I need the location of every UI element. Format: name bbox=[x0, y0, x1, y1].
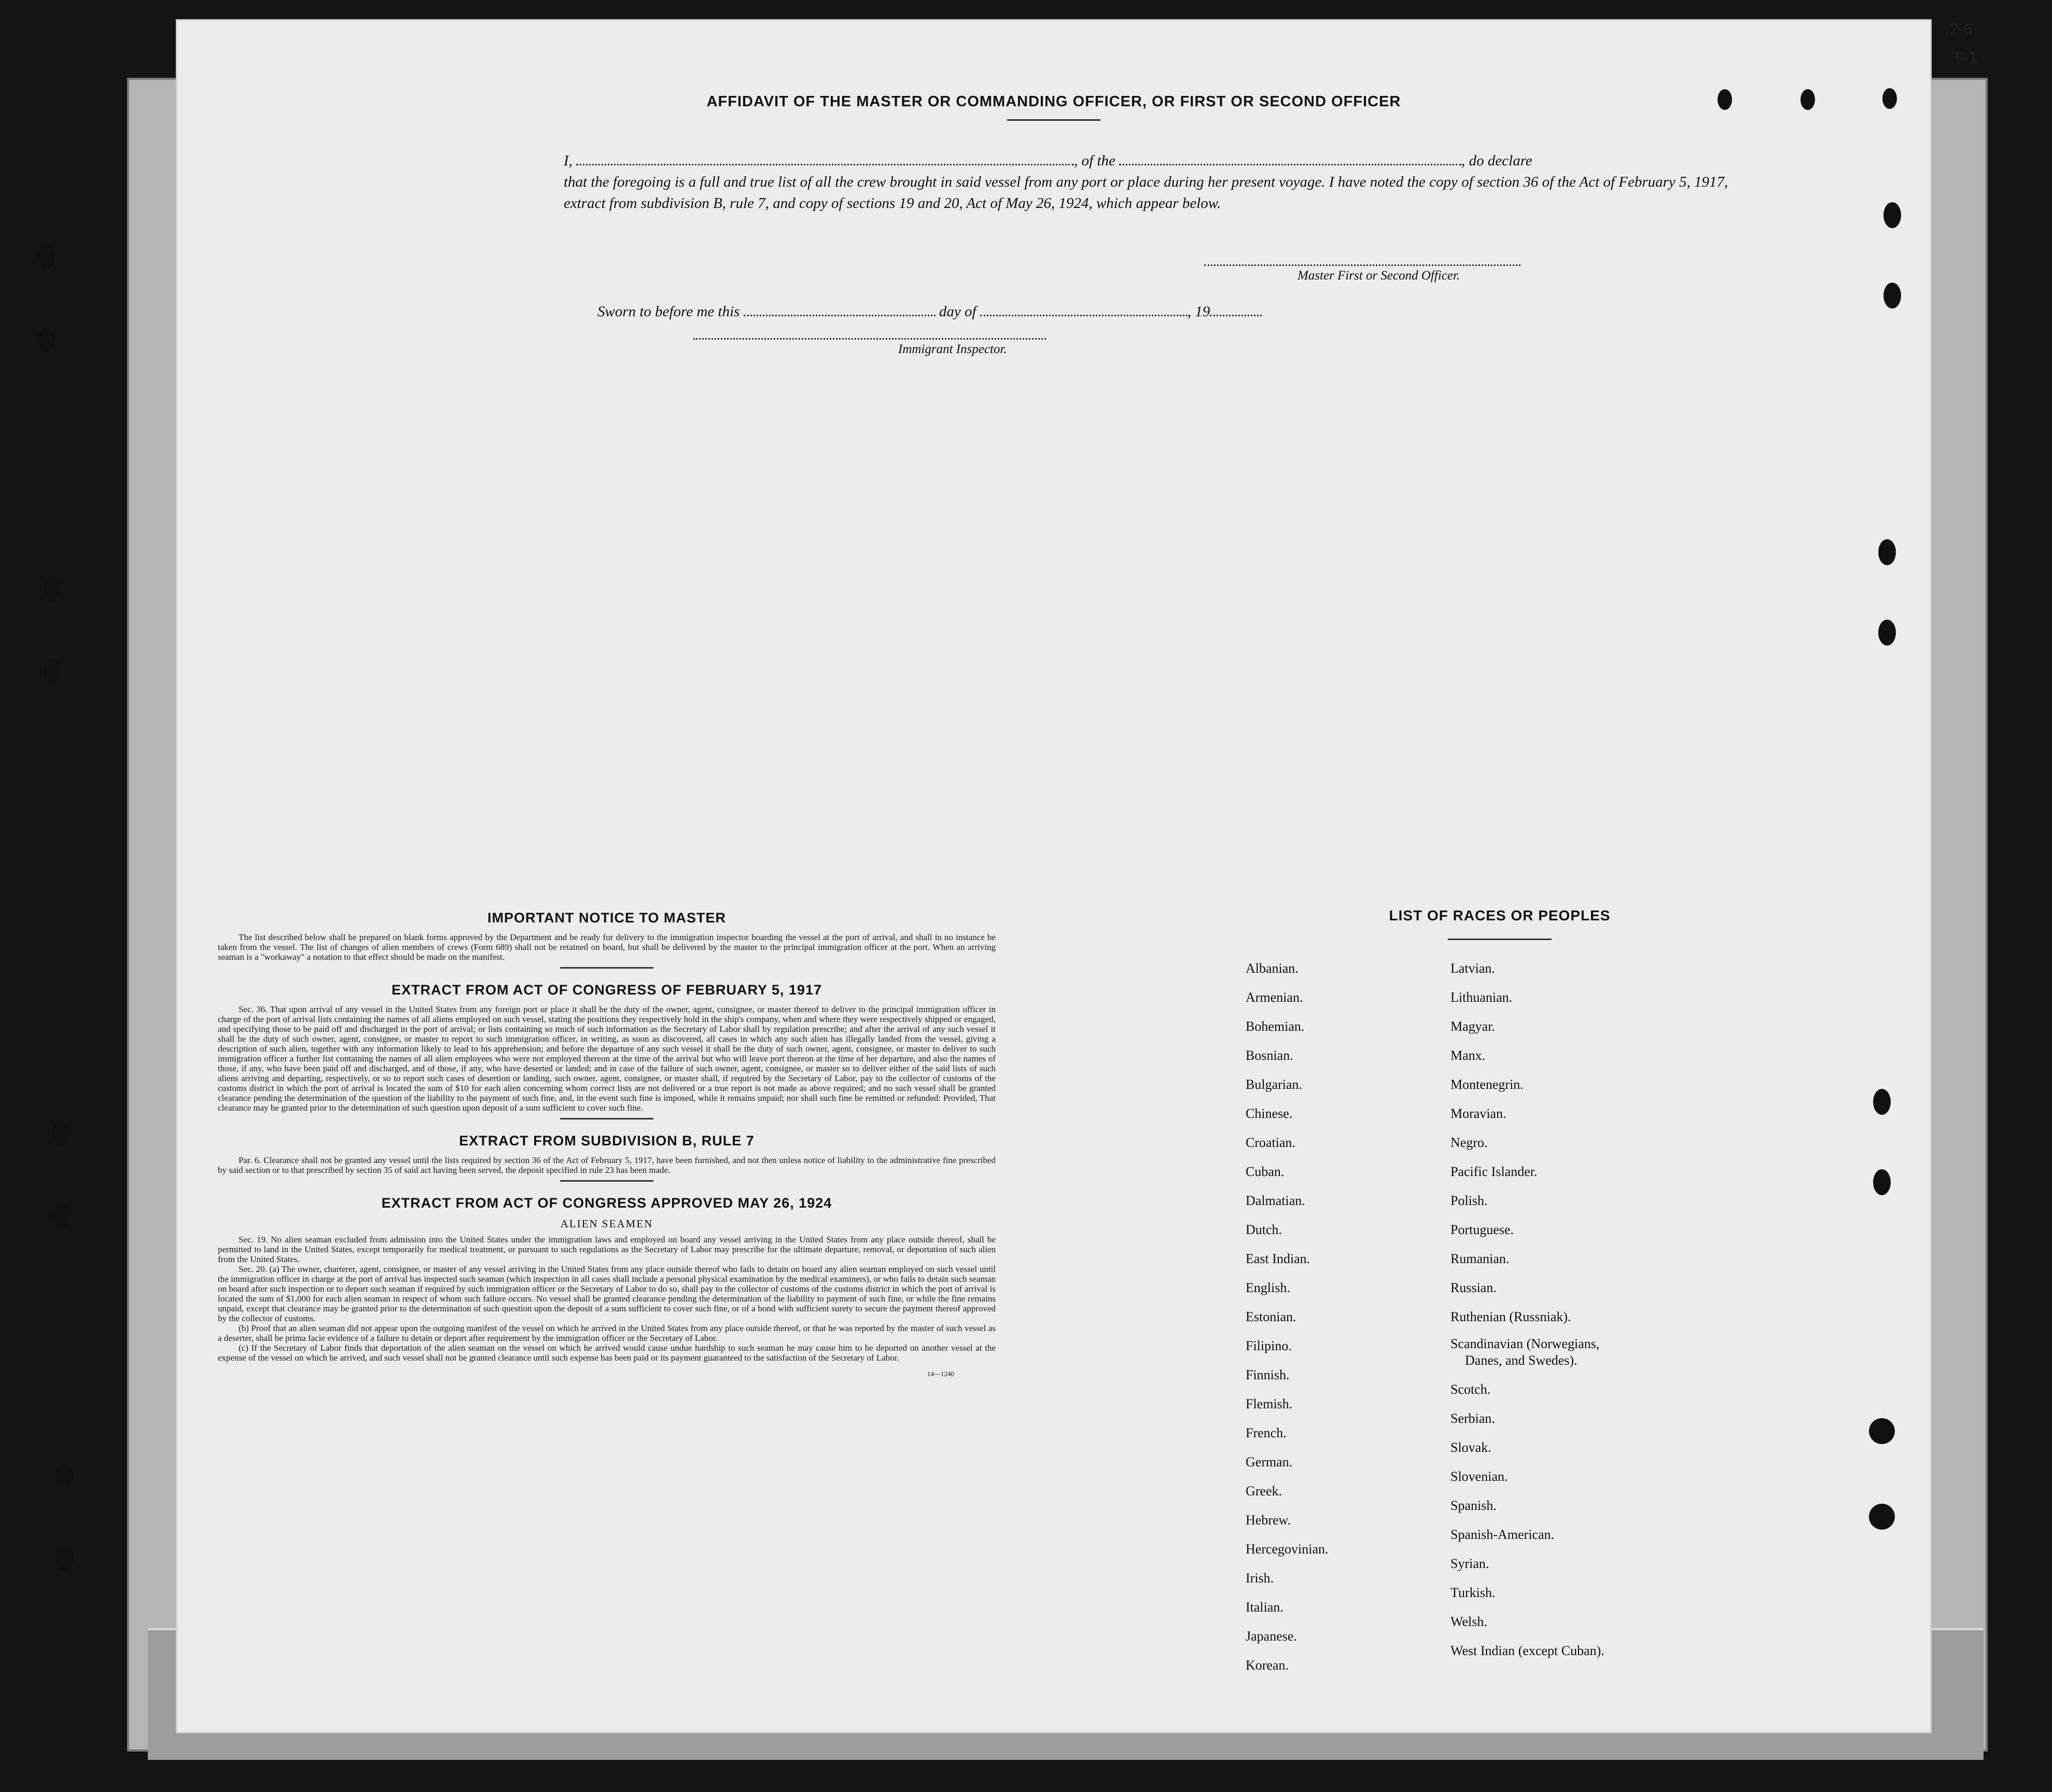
divider bbox=[1007, 119, 1100, 121]
month-blank bbox=[980, 303, 1188, 316]
race-item: Spanish-American. bbox=[1450, 1527, 1555, 1542]
race-item: Portuguese. bbox=[1450, 1222, 1514, 1237]
race-item: West Indian (except Cuban). bbox=[1450, 1643, 1604, 1658]
extract-1917-title: EXTRACT FROM ACT OF CONGRESS OF FEBRUARY 5, 1917 bbox=[391, 982, 822, 998]
punch-hole bbox=[1873, 1089, 1891, 1115]
name-blank bbox=[576, 152, 1074, 165]
year-blank bbox=[1210, 303, 1262, 316]
sworn-line bbox=[597, 303, 1262, 320]
punch-hole bbox=[1878, 620, 1896, 646]
race-item: German. bbox=[1246, 1454, 1293, 1469]
punch-hole bbox=[1869, 1504, 1895, 1530]
race-item: Russian. bbox=[1450, 1280, 1497, 1295]
sec-36-paragraph: Sec. 36. That upon arrival of any vessel in the United States from any foreign port or place it shall be the duty of the owner, agent, consignee, or master thereof to deliver to the principal immigration officer in charge of the port of arrival lists containing the names of all aliens employed on such vessel, stating the positions they respectively hold in the ship's company, when and where they were respectively shipped or engaged, and specifying those to be paid off and discharged in the port of arrival; or lists containing so much of such information as the Secretary of Labor shall by regulation prescribe; and after the arrival of any such vessel it shall be the duty of such owner, agent, consignee, or master to report to such immigration officer, in writing, as soon as discovered, all cases in which any such alien has illegally landed from the vessel, giving a description of such alien, together with any information likely to lead to his apprehension; and before the departure of any such vessel it shall be the duty of such owner, agent, consignee, or master to deliver to such immigration officer a further list containing the names of all alien employees who were not employed thereon at the time of the arrival but who will leave port thereon at the time of her departure, and also the names of those, if any, who have been paid off and discharged, and of those, if any, who have deserted or landed; and in case of the failure of such owner, agent, consignee, or master so to deliver either of the said lists of such aliens arriving and departing, respectively, or so to report such cases of desertion or landing, such owner, agent, consignee, or master shall, if required by the Secretary of Labor, pay to the collector of customs of the customs district in which the port of arrival is located the sum of $10 for each alien concerning whom correct lists are not delivered or a true report is not made as above required; and no such vessel shall be granted clearance pending the determination of the question of the liability to the payment of such fine, and, in the event such fine is imposed, while it remains unpaid; nor shall such fine be remitted or refunded: Provided, That clearance may be granted prior to the determination of such question upon deposit of a sum sufficient to cover such fine. bbox=[218, 1004, 996, 1113]
race-item: Hercegovinian. bbox=[1246, 1542, 1329, 1557]
declaration-of-the: , of the bbox=[1074, 152, 1115, 169]
race-item: Croatian. bbox=[1246, 1135, 1296, 1150]
punch-hole bbox=[1878, 539, 1896, 565]
declaration-do-declare: , do declare bbox=[1461, 152, 1532, 169]
binder-hole bbox=[44, 659, 61, 684]
sworn-day-of: day of bbox=[939, 303, 976, 320]
margin-note: 2-6 bbox=[1950, 21, 1973, 38]
race-item: Spanish. bbox=[1450, 1498, 1497, 1513]
race-item: Manx. bbox=[1450, 1048, 1486, 1063]
notice-column bbox=[218, 910, 996, 1378]
rule7-text bbox=[218, 1155, 996, 1175]
race-item: Ruthenian (Russniak). bbox=[1450, 1309, 1571, 1324]
document-page bbox=[177, 21, 1930, 1732]
sworn-text: Sworn to before me this bbox=[597, 303, 740, 320]
race-item: Finnish. bbox=[1246, 1367, 1290, 1382]
race-item: Scotch. bbox=[1450, 1382, 1491, 1397]
notice-title: IMPORTANT NOTICE TO MASTER bbox=[487, 910, 726, 926]
race-item: Japanese. bbox=[1246, 1629, 1297, 1644]
race-item: Chinese. bbox=[1246, 1106, 1293, 1121]
race-item: Dalmatian. bbox=[1246, 1193, 1305, 1208]
declaration-i: I, bbox=[564, 152, 573, 169]
race-item: Hebrew. bbox=[1246, 1513, 1291, 1528]
declaration-line bbox=[564, 150, 1736, 172]
race-item: Serbian. bbox=[1450, 1411, 1495, 1426]
race-item: Armenian. bbox=[1246, 990, 1303, 1005]
divider bbox=[560, 967, 653, 969]
race-item: Moravian. bbox=[1450, 1106, 1506, 1121]
day-blank bbox=[744, 303, 936, 316]
punch-hole bbox=[1883, 283, 1901, 309]
race-item: Bohemian. bbox=[1246, 1019, 1305, 1034]
race-item: Bulgarian. bbox=[1246, 1077, 1303, 1092]
binder-hole bbox=[52, 1203, 69, 1229]
binder-hole bbox=[37, 327, 55, 353]
race-item: Slovak. bbox=[1450, 1440, 1491, 1455]
inspector-signature-label: Immigrant Inspector. bbox=[898, 342, 1007, 356]
race-item-line: Danes, and Swedes). bbox=[1465, 1353, 1578, 1368]
race-item: Greek. bbox=[1246, 1483, 1282, 1499]
race-item: Estonian. bbox=[1246, 1309, 1296, 1324]
race-item: Cuban. bbox=[1246, 1164, 1285, 1179]
race-item: Slovenian. bbox=[1450, 1469, 1508, 1484]
binder-hole bbox=[52, 1120, 69, 1146]
race-item: Bosnian. bbox=[1246, 1048, 1293, 1063]
race-item: Magyar. bbox=[1450, 1019, 1495, 1034]
race-item: Italian. bbox=[1246, 1600, 1283, 1615]
sec-20a-paragraph: Sec. 20. (a) The owner, charterer, agent, consignee, or master of any vessel arriving in the United States from any place outside thereof who fails to detain on board any alien seaman employed on such vessel until the immigration officer in charge at the port of arrival has inspected such seaman (which inspection in all cases shall include a personal physical examination by the medical examiners), or who fails to detain such seaman on board after such inspection or to deport such seaman if required by such immigration officer or the Secretary of Labor to do so, shall pay to the collector of customs of the customs district in which the port of arrival is located the sum of $1,000 for each alien seaman in respect of whom such failure occurs. No vessel shall be granted clearance pending the determination of the liability to payment of such fine, or while the fine remains unpaid, except that clearance may be granted prior to the determination of such question upon the deposit of a sum sufficient to cover such fine, or of a bond with sufficient surety to secure the payment thereof approved by the collector of customs. bbox=[218, 1264, 996, 1323]
race-item: Polish. bbox=[1450, 1193, 1488, 1208]
master-signature-line bbox=[1204, 264, 1520, 266]
notice-paragraph: The list described below shall be prepared on blank forms approved by the Department and be ready for delivery to the immigration inspector boarding the vessel at the port of arrival, and shall in no instance be taken from the vessel. The list of changes of alien members of crews (Form 689) shall not be retained on board, but shall be delivered by the master to the principal immigration officer at the port. When an arriving seaman is a "workaway" a notation to that effect should be made on the manifest. bbox=[218, 932, 996, 962]
binder-hole bbox=[56, 1545, 74, 1571]
race-item: English. bbox=[1246, 1280, 1290, 1295]
race-item: Flemish. bbox=[1246, 1396, 1293, 1411]
punch-hole bbox=[1883, 202, 1901, 228]
divider bbox=[560, 1118, 653, 1119]
race-item: Albanian. bbox=[1246, 961, 1299, 976]
alien-seamen-subtitle: ALIEN SEAMEN bbox=[560, 1217, 653, 1230]
punch-hole bbox=[1869, 1418, 1895, 1444]
race-item: Korean. bbox=[1246, 1658, 1289, 1673]
race-item: Lithuanian. bbox=[1450, 990, 1513, 1005]
affidavit-declaration bbox=[564, 150, 1736, 214]
race-item: Latvian. bbox=[1450, 961, 1495, 976]
race-item: Negro. bbox=[1450, 1135, 1488, 1150]
extract-1924-text bbox=[218, 1235, 996, 1363]
extract-1924-title: EXTRACT FROM ACT OF CONGRESS APPROVED MAY 26, 1924 bbox=[381, 1195, 832, 1211]
sworn-year: , 19 bbox=[1187, 303, 1210, 320]
notice-text bbox=[218, 932, 996, 962]
races-title: LIST OF RACES OR PEOPLES bbox=[1389, 907, 1611, 923]
race-item: Filipino. bbox=[1246, 1338, 1292, 1353]
sec-20c-paragraph: (c) If the Secretary of Labor finds that deportation of the alien seaman on the vessel on which he arrived would cause undue hardship to such seaman he may cause him to be deported on another vessel at the expense of the vessel on which he arrived, and such vessel shall not be granted clearance until such expense has been paid or its payment guaranteed to the satisfaction of the Secretary of Labor. bbox=[218, 1343, 996, 1363]
race-item: Syrian. bbox=[1450, 1556, 1489, 1571]
race-item: Dutch. bbox=[1246, 1222, 1282, 1237]
race-item: Rumanian. bbox=[1450, 1251, 1510, 1266]
binder-hole bbox=[44, 576, 61, 601]
extract-1917-text bbox=[218, 1004, 996, 1113]
rule7-title: EXTRACT FROM SUBDIVISION B, RULE 7 bbox=[459, 1133, 755, 1149]
races-left-column bbox=[1246, 954, 1329, 1680]
vessel-blank bbox=[1119, 152, 1461, 165]
binder-hole bbox=[56, 1462, 74, 1488]
divider bbox=[1448, 939, 1552, 940]
master-signature-label: Master First or Second Officer. bbox=[1297, 269, 1460, 283]
sec-19-paragraph: Sec. 19. No alien seaman excluded from admission into the United States under the immigration laws and employed on board any vessel arriving in the United States from any place outside thereof, shall be permitted to land in the United States, except temporarily for medical treatment, or pursuant to such regulations as the Secretary of Labor may prescribe for the ultimate departure, removal, or deportation of such alien from the United States. bbox=[218, 1235, 996, 1264]
affidavit-title: AFFIDAVIT OF THE MASTER OR COMMANDING OFFICER, OR FIRST OR SECOND OFFICER bbox=[706, 93, 1401, 110]
declaration-body: that the foregoing is a full and true list of all the crew brought in said vessel from any port or place during her present voyage. I have noted the copy of section 36 of the Act of February 5, 1917, extract from subdivision B, rule 7, and copy of sections 19 and 20, Act of May 26, 1924, which appear below. bbox=[564, 174, 1728, 212]
race-item: French. bbox=[1246, 1425, 1287, 1440]
par-6-paragraph: Par. 6. Clearance shall not be granted any vessel until the lists required by section 36 of the Act of February 5, 1917, have been furnished, and not then unless notice of liability to the administrative fine prescribed by said section or to that prescribed by section 35 of said act having been served, the deposit specified in rule 23 has been made. bbox=[218, 1155, 996, 1175]
margin-note: 5-1 bbox=[1955, 49, 1978, 66]
inspector-signature-line bbox=[693, 338, 1046, 340]
race-item bbox=[1450, 1332, 1604, 1375]
binder-hole bbox=[37, 244, 55, 270]
race-item: Montenegrin. bbox=[1450, 1077, 1524, 1092]
divider bbox=[560, 1180, 653, 1182]
races-right-column bbox=[1450, 954, 1604, 1665]
punch-hole bbox=[1873, 1169, 1891, 1195]
race-item: Pacific Islander. bbox=[1450, 1164, 1538, 1179]
race-item: Turkish. bbox=[1450, 1585, 1496, 1600]
race-item: Welsh. bbox=[1450, 1614, 1487, 1629]
race-item: Irish. bbox=[1246, 1571, 1274, 1586]
race-item: East Indian. bbox=[1246, 1251, 1310, 1266]
form-number: 14—1240 bbox=[927, 1370, 954, 1378]
race-item-line: Scandinavian (Norwegians, bbox=[1450, 1336, 1600, 1351]
sec-20b-paragraph: (b) Proof that an alien seaman did not appear upon the outgoing manifest of the vessel on which he arrived in the United States from any place outside thereof, or that he was reported by the master of such vessel as a deserter, shall be prima facie evidence of a failure to detain or deport after requirement by the immigration officer or the Secretary of Labor. bbox=[218, 1323, 996, 1343]
